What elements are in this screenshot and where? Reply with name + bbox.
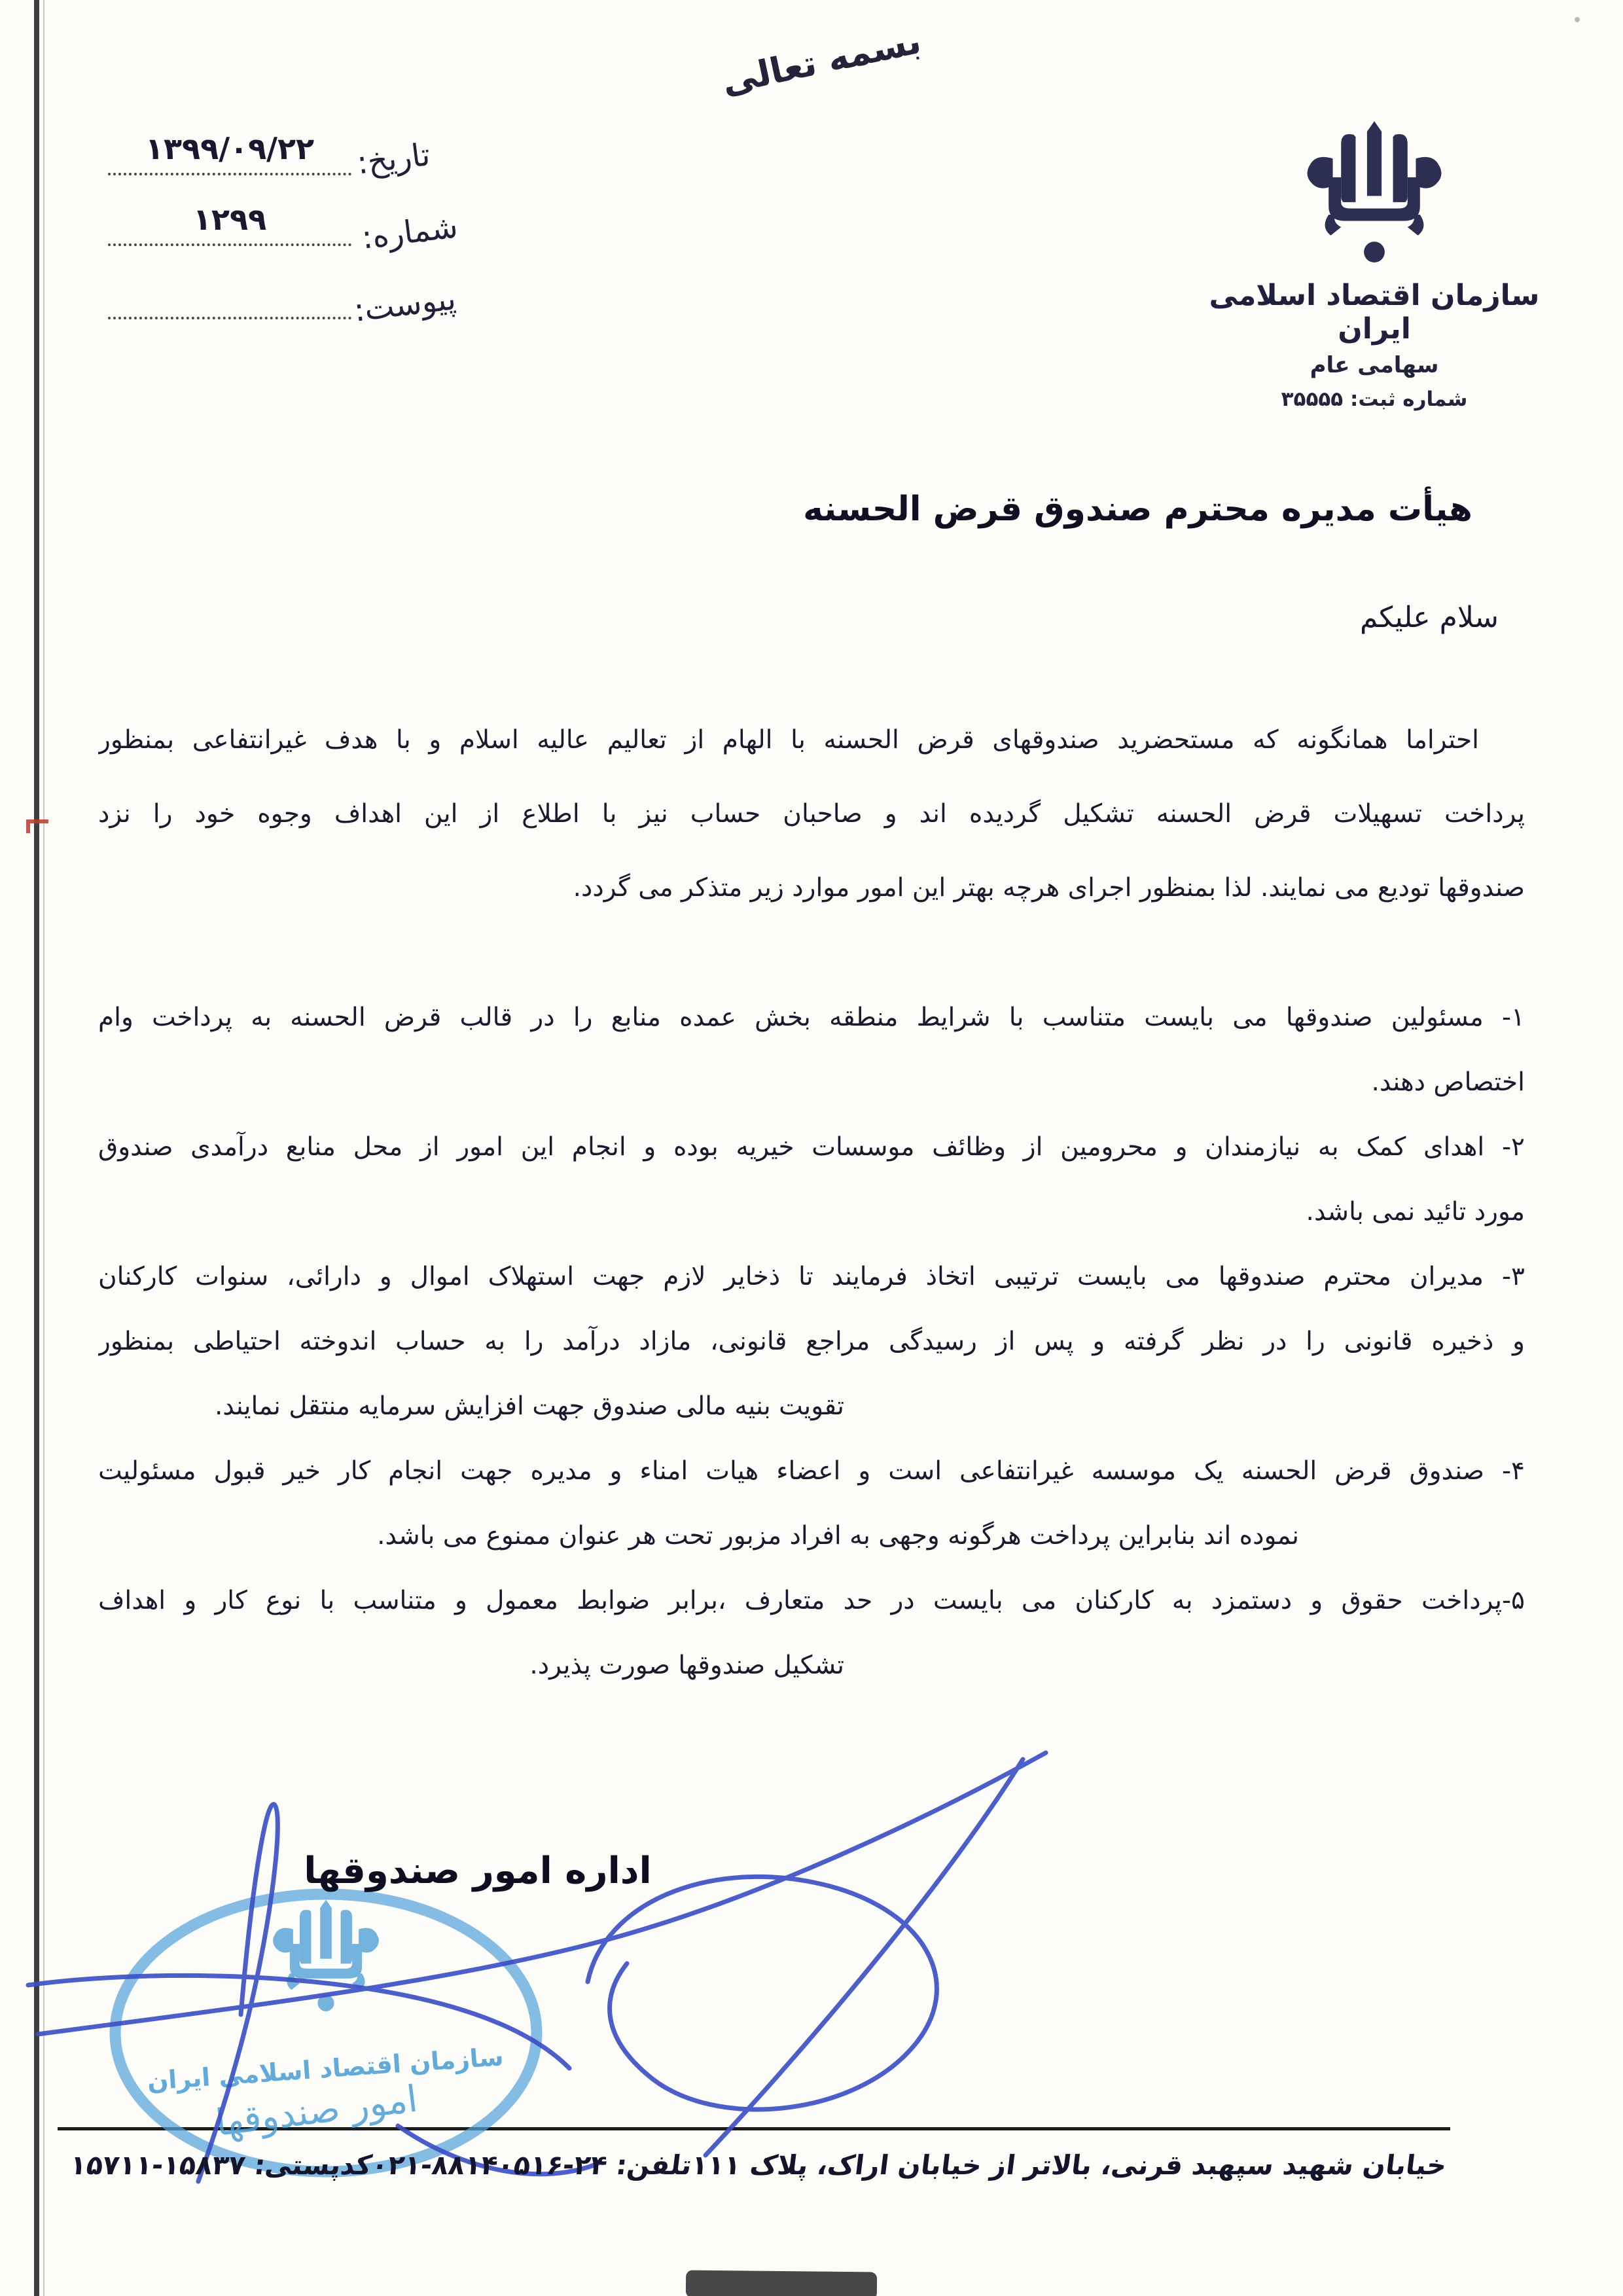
number-label: شماره:: [359, 208, 460, 257]
attachment-value: [108, 275, 351, 319]
item-2-line-2: مورد تائید نمی باشد.: [1306, 1197, 1525, 1227]
company-type: سهامی عام: [1310, 352, 1439, 378]
date-value: ۱۳۹۹/۰۹/۲۲: [108, 131, 351, 175]
item-5-line-1: ۵-پرداخت حقوق و دستمزد به کارکنان می بایست در حد متعارف ،برابر ضوابط معمول و متناسب با نوع کار و اهداف: [98, 1586, 1525, 1615]
intro-line: صندوقها تودیع می نمایند. لذا بمنظور اجرای هرچه بهتر این امور موارد زیر متذکر می گردد.: [573, 873, 1525, 903]
stamp-organization-text: سازمان اقتصاد اسلامی ایران: [146, 2042, 505, 2096]
item-3-line-1: ۳- مدیران محترم صندوقها می بایست ترتیبی اتخاذ فرمایند تا ذخایر لازم جهت استهلاک اموال و دارائی، سنوات کارکنان: [98, 1262, 1525, 1291]
letterhead: [1204, 119, 1544, 411]
item-5-line-2: تشکیل صندوقها صورت پذیرد.: [529, 1651, 844, 1680]
footer-postal-code: کدپستی: ۱۵۸۳۷-۱۵۷۱۱: [68, 2149, 374, 2181]
organization-logo-icon: [1300, 119, 1449, 275]
red-margin-mark: [26, 819, 48, 833]
items-list: [98, 985, 1525, 1698]
attachment-label: پیوست:: [351, 280, 458, 329]
item-4-line-2: نموده اند بنابراین پرداخت هرگونه وجهی به افراد مزبور تحت هر عنوان ممنوع می باشد.: [377, 1521, 1299, 1551]
scan-bottom-smudge: [686, 2270, 877, 2296]
intro-line: احتراما همانگونه که مستحضرید صندوقهای قرض الحسنه با الهام از تعالیم عالیه اسلام و با هدف غیرانتفاعی بمنظور: [98, 725, 1479, 755]
intro-line: پرداخت تسهیلات قرض الحسنه تشکیل گردیده اند و صاحبان حساب نیز با اطلاع از این اهداف وجوه خود را نزد: [98, 799, 1525, 829]
item-3-line-2: و ذخیره قانونی را در نظر گرفته و پس از رسیدگی مراجع قانونی، مازاد درآمد را به حساب اندوخته احتیاطی بمنظور: [98, 1327, 1525, 1356]
registration-number: شماره ثبت: ۳۵۵۵۵: [1281, 387, 1468, 411]
recipient-heading: هیأت مدیره محترم صندوق قرض الحسنه: [803, 490, 1472, 529]
number-value: ۱۲۹۹: [108, 202, 351, 246]
item-1-line-2: اختصاص دهند.: [1371, 1067, 1525, 1097]
footer-phone: تلفن: ۲۴-۸۸۱۴۰۵۱۶-۰۲۱: [370, 2149, 694, 2181]
footer-address-line: [68, 2149, 1448, 2181]
item-2-line-1: ۲- اهدای کمک به نیازمندان و محرومین از وظائف موسسات خیریه بوده و انجام این امور از محل منابع درآمدی صندوق: [98, 1132, 1525, 1162]
item-4-line-1: ۴- صندوق قرض الحسنه یک موسسه غیرانتفاعی است و اعضاء هیات امناء و مدیره جهت انجام کار خیر قبول مسئولیت: [98, 1456, 1525, 1486]
footer-address: خیابان شهید سپهبد قرنی، بالاتر از خیابان اراک، پلاک ۱۱۱: [689, 2149, 1448, 2181]
item-1-line-1: ۱- مسئولین صندوقها می بایست متناسب با شرایط منطقه بخش عمده منابع را در قالب قرض الحسنه به پرداخت وام: [98, 1003, 1525, 1032]
organization-name: سازمان اقتصاد اسلامی ایران: [1209, 279, 1540, 346]
besmele-calligraphy: بسمه تعالی: [718, 20, 925, 103]
salutation: سلام علیکم: [1359, 601, 1499, 634]
scan-speck: [1575, 17, 1580, 22]
handwritten-signature: [12, 1720, 1075, 2207]
date-label: تاریخ:: [355, 136, 433, 182]
stamp-unit-text: امور صندوقها: [213, 2077, 420, 2145]
intro-paragraph: [98, 703, 1525, 925]
item-3-line-3: تقویت بنیه مالی صندوق جهت افزایش سرمایه منتقل نمایند.: [215, 1391, 844, 1421]
signing-department-title: اداره امور صندوقها: [304, 1850, 652, 1892]
